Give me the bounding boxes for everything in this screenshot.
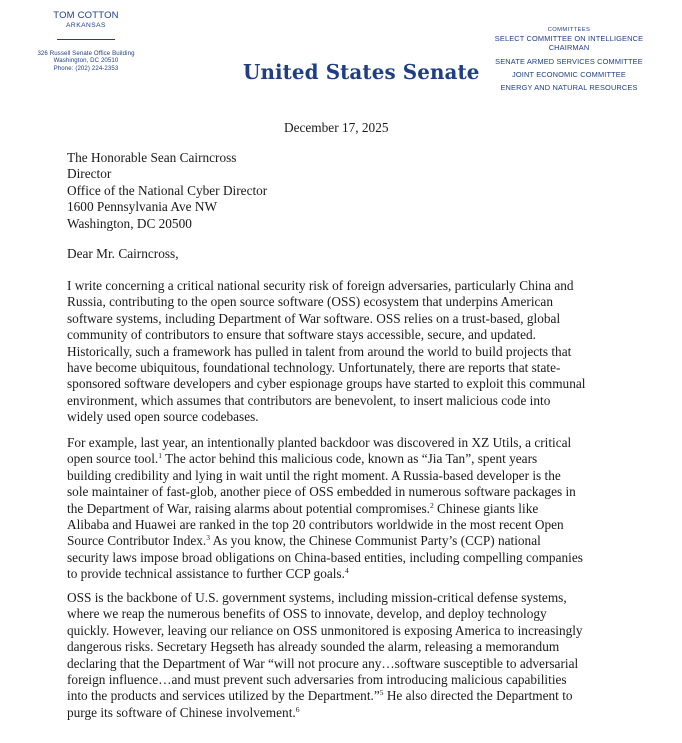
recipient-office: Office of the National Cyber Director [67, 182, 268, 198]
line-text: The actor behind this malicious code, known as “Jia Tan”, spent years [161, 451, 538, 467]
office-city-line: Washington, DC 20510 [53, 57, 119, 65]
senator-name: TOM COTTON [53, 10, 119, 21]
paragraph-line: sponsored software developers and cyber espionage groups have started to exploit this communal [67, 376, 586, 392]
paragraph-line [67, 533, 667, 549]
paragraph-line: environment, which assumes that contributors are benevolent, to insert malicious code into [67, 392, 551, 408]
line-text: into the products and services utilized by the Department.” [67, 688, 380, 704]
paragraph-line: widely used open source codebases. [67, 409, 259, 425]
paragraph-line: have become ubiquitous, foundational technology. Unfortunately, there are reports that state- [67, 360, 561, 376]
paragraph-2 [67, 435, 667, 583]
senator-state: ARKANSAS [66, 22, 106, 29]
paragraph-line: OSS is the backbone of U.S. government systems, including mission-critical defense systems, [67, 590, 567, 605]
recipient-street: 1600 Pennsylvania Ave NW [67, 199, 218, 215]
paragraph-line [67, 705, 667, 721]
footnote-ref-6: 6 [295, 704, 300, 714]
paragraph-line: security laws impose broad obligations on China-based entities, including compelling companies [67, 549, 583, 565]
paragraph-line [67, 451, 667, 467]
paragraph-line: where we reap the numerous benefits of OSS to innovate, develop, and deploy technology [67, 606, 547, 622]
sender-divider [57, 39, 115, 40]
recipient-city: Washington, DC 20500 [67, 215, 192, 231]
line-text: He also directed the Department to [383, 688, 573, 704]
line-text: the Department of War, raising alarms about potential compromises. [67, 500, 430, 516]
footnote-ref-3: 3 [206, 533, 210, 543]
paragraph-line: sole maintainer of fast-glob, another piece of OSS embedded in numerous software packages in [67, 484, 576, 500]
paragraph-1 [67, 278, 667, 426]
footnote-ref-5: 5 [379, 688, 384, 698]
line-text: purge its software of Chinese involvement. [67, 704, 296, 720]
paragraph-line [67, 566, 667, 582]
paragraph-3 [67, 590, 667, 721]
office-phone-line: Phone: (202) 224-2353 [53, 64, 119, 72]
paragraph-line: software systems, including Department of War software. OSS relies on a trust-based, global [67, 310, 561, 326]
footnote-ref-2: 2 [429, 500, 434, 510]
paragraph-line: foreign influence…and must prevent such adversaries from introducing malicious capabilities [67, 672, 567, 688]
paragraph-line [67, 688, 667, 704]
footnote-ref-1: 1 [158, 451, 162, 461]
recipient-title: Director [67, 166, 112, 182]
committee-armed-services: SENATE ARMED SERVICES COMMITTEE [495, 56, 643, 66]
line-text: Source Contributor Index. [67, 533, 207, 549]
line-text: open source tool. [67, 451, 159, 467]
letter-date: December 17, 2025 [284, 120, 389, 135]
paragraph-line: declaring that the Department of War “will not procure any…software susceptible to adversarial [67, 655, 579, 671]
office-address-line: 326 Russell Senate Office Building [37, 50, 135, 57]
paragraph-line: quickly. However, leaving our reliance on OSS unmonitored is exposing America to increasingly [67, 622, 583, 638]
paragraph-line: Alibaba and Huawei are ranked in the top 20 contributors worldwide in the most recent Open [67, 517, 564, 533]
paragraph-line: Russia, contributing to the open source software (OSS) ecosystem that underpins American [67, 294, 553, 310]
paragraph-line: dangerous risks. Secretary Hegseth has already sounded the alarm, releasing a memorandum [67, 639, 560, 655]
salutation: Dear Mr. Cairncross, [67, 246, 179, 261]
committees-label: COMMITTEES [547, 27, 591, 33]
committees-block [480, 26, 658, 92]
committee-chairman-role: CHAIRMAN [548, 43, 590, 53]
paragraph-line: Historically, such a framework has pulled in talent from around the world to build projects that [67, 343, 572, 359]
paragraph-line: I write concerning a critical national security risk of foreign adversaries, particularly China and [67, 278, 574, 293]
line-text: As you know, the Chinese Communist Party’s (CCP) national [209, 533, 541, 549]
paragraph-line: For example, last year, an intentionally planted backdoor was discovered in XZ Utils, a critical [67, 435, 572, 450]
recipient-name: The Honorable Sean Cairncross [67, 150, 237, 165]
paragraph-line: building credibility and lying in wait until the right moment. A Russia-based developer is the [67, 467, 561, 483]
committee-joint-economic: JOINT ECONOMIC COMMITTEE [512, 69, 626, 79]
senate-title: United States Senate [243, 60, 480, 84]
committee-intelligence: SELECT COMMITTEE ON INTELLIGENCE [494, 34, 644, 43]
line-text: Chinese giants like [433, 500, 539, 516]
footnote-ref-4: 4 [344, 566, 349, 576]
sender-block [22, 10, 150, 72]
line-text: to provide technical assistance to further CCP goals. [67, 566, 345, 582]
committee-energy: ENERGY AND NATURAL RESOURCES [500, 83, 638, 93]
recipient-address [67, 150, 267, 232]
paragraph-line: community of contributors to ensure that software stays accessible, secure, and updated. [67, 327, 536, 343]
paragraph-line [67, 501, 667, 517]
